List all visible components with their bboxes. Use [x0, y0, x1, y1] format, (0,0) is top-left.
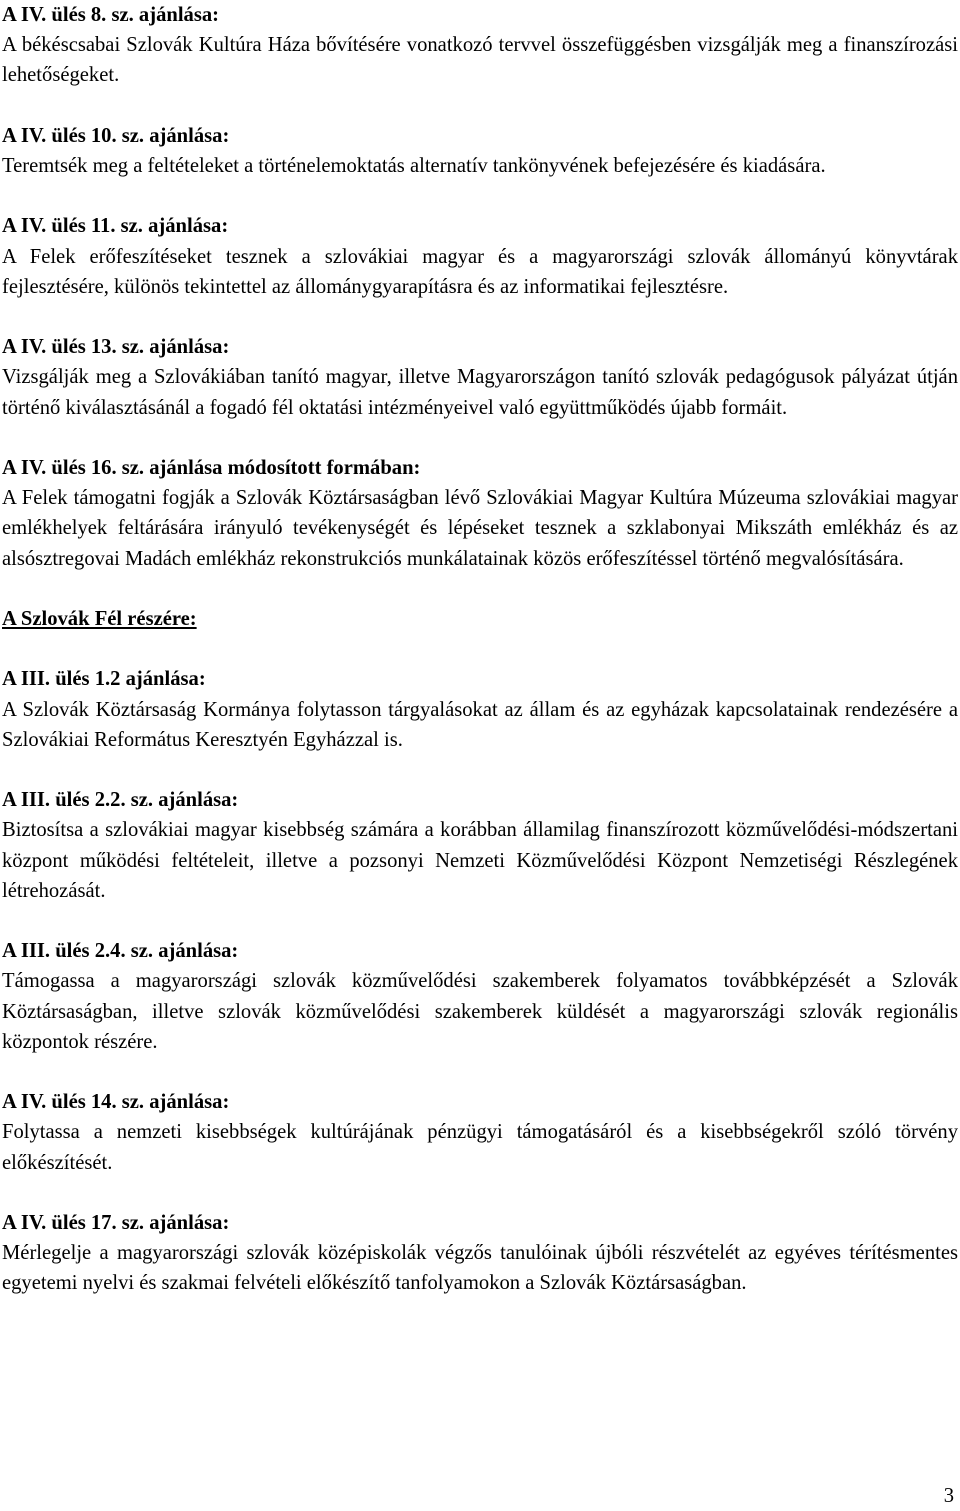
page-number: 3 [943, 1485, 954, 1507]
section-heading: A IV. ülés 10. sz. ajánlása: [2, 124, 230, 147]
section-heading: A IV. ülés 13. sz. ajánlása: [2, 336, 230, 359]
recommendation-section [2, 936, 958, 1057]
section-heading: A IV. ülés 14. sz. ajánlása: [2, 1091, 230, 1114]
recommendation-section [2, 785, 958, 906]
section-body: A Szlovák Köztársaság Kormánya folytasson tárgyalásokat az állam és az egyházak kapcsolatainak rendezésére a Szlovákiai Református Keresztyén Egyházzal is. [2, 698, 958, 751]
recommendation-section [2, 121, 958, 181]
recommendation-section [2, 1087, 958, 1178]
recommendation-section [2, 453, 958, 574]
group-heading: A Szlovák Fél részére: [2, 607, 197, 630]
section-body: Támogassa a magyarországi szlovák közművelődési szakemberek folyamatos továbbképzését a Szlovák Köztársaságban, illetve szlovák közművelődési szakemberek küldését a magyarországi szlovák regionális központok részére. [2, 970, 958, 1053]
section-body: A Felek erőfeszítéseket tesznek a szlovákiai magyar és a magyarországi szlovák állományú könyvtárak fejlesztésére, különös tekintettel az állománygyarapításra és az informatikai fejlesztésre. [2, 245, 958, 298]
section-body: Folytassa a nemzeti kisebbségek kultúrájának pénzügyi támogatásáról és a kisebbségekről szóló törvény előkészítését. [2, 1121, 958, 1174]
section-body: Mérlegelje a magyarországi szlovák középiskolák végzős tanulóinak újbóli részvételét az egyéves térítésmentes egyetemi nyelvi és szakmai felvételi előkészítő tanfolyamokon a Szlovák Köztársaságban. [2, 1242, 958, 1295]
section-heading: A III. ülés 2.2. sz. ajánlása: [2, 789, 239, 812]
section-body: A békéscsabai Szlovák Kultúra Háza bővítésére vonatkozó tervvel összefüggésben vizsgálják meg a finanszírozási lehetőségeket. [2, 34, 958, 87]
section-heading: A IV. ülés 16. sz. ajánlása módosított formában: [2, 456, 421, 479]
recommendation-section [2, 664, 958, 755]
section-body: Teremtsék meg a feltételeket a történelemoktatás alternatív tankönyvének befejezésére és kiadására. [2, 155, 826, 177]
section-body: Biztosítsa a szlovákiai magyar kisebbség számára a korábban államilag finanszírozott közművelődési-módszertani központ működési feltételeit, illetve a pozsonyi Nemzeti Közművelődési Központ Nemzetiségi Részlegének létrehozását. [2, 819, 958, 902]
section-heading: A IV. ülés 11. sz. ajánlása: [2, 215, 229, 238]
document-page [2, 0, 958, 1329]
section-heading: A IV. ülés 8. sz. ajánlása: [2, 4, 220, 26]
recommendation-section [2, 332, 958, 423]
section-body: A Felek támogatni fogják a Szlovák Köztársaságban lévő Szlovákiai Magyar Kultúra Múzeuma szlovákiai magyar emlékhelyek feltárására irányuló tevékenységét és lépéseket tesznek a szklabonyai Mikszáth emlékház és az alsósztregovai Madách emlékház rekonstrukciós munkálatainak közös erőfeszítéssel történő megvalósítására. [2, 487, 958, 570]
section-heading: A III. ülés 2.4. sz. ajánlása: [2, 940, 239, 963]
section-body: Vizsgálják meg a Szlovákiában tanító magyar, illetve Magyarországon tanító szlovák pedagógusok pályázat útján történő kiválasztásánál a fogadó fél oktatási intézményeivel való együttműködés újabb formáit. [2, 366, 958, 419]
recommendation-section [2, 1208, 958, 1299]
section-heading: A IV. ülés 17. sz. ajánlása: [2, 1211, 230, 1234]
recommendation-section [2, 211, 958, 302]
recommendation-section [2, 0, 958, 91]
section-heading: A III. ülés 1.2 ajánlása: [2, 668, 206, 691]
